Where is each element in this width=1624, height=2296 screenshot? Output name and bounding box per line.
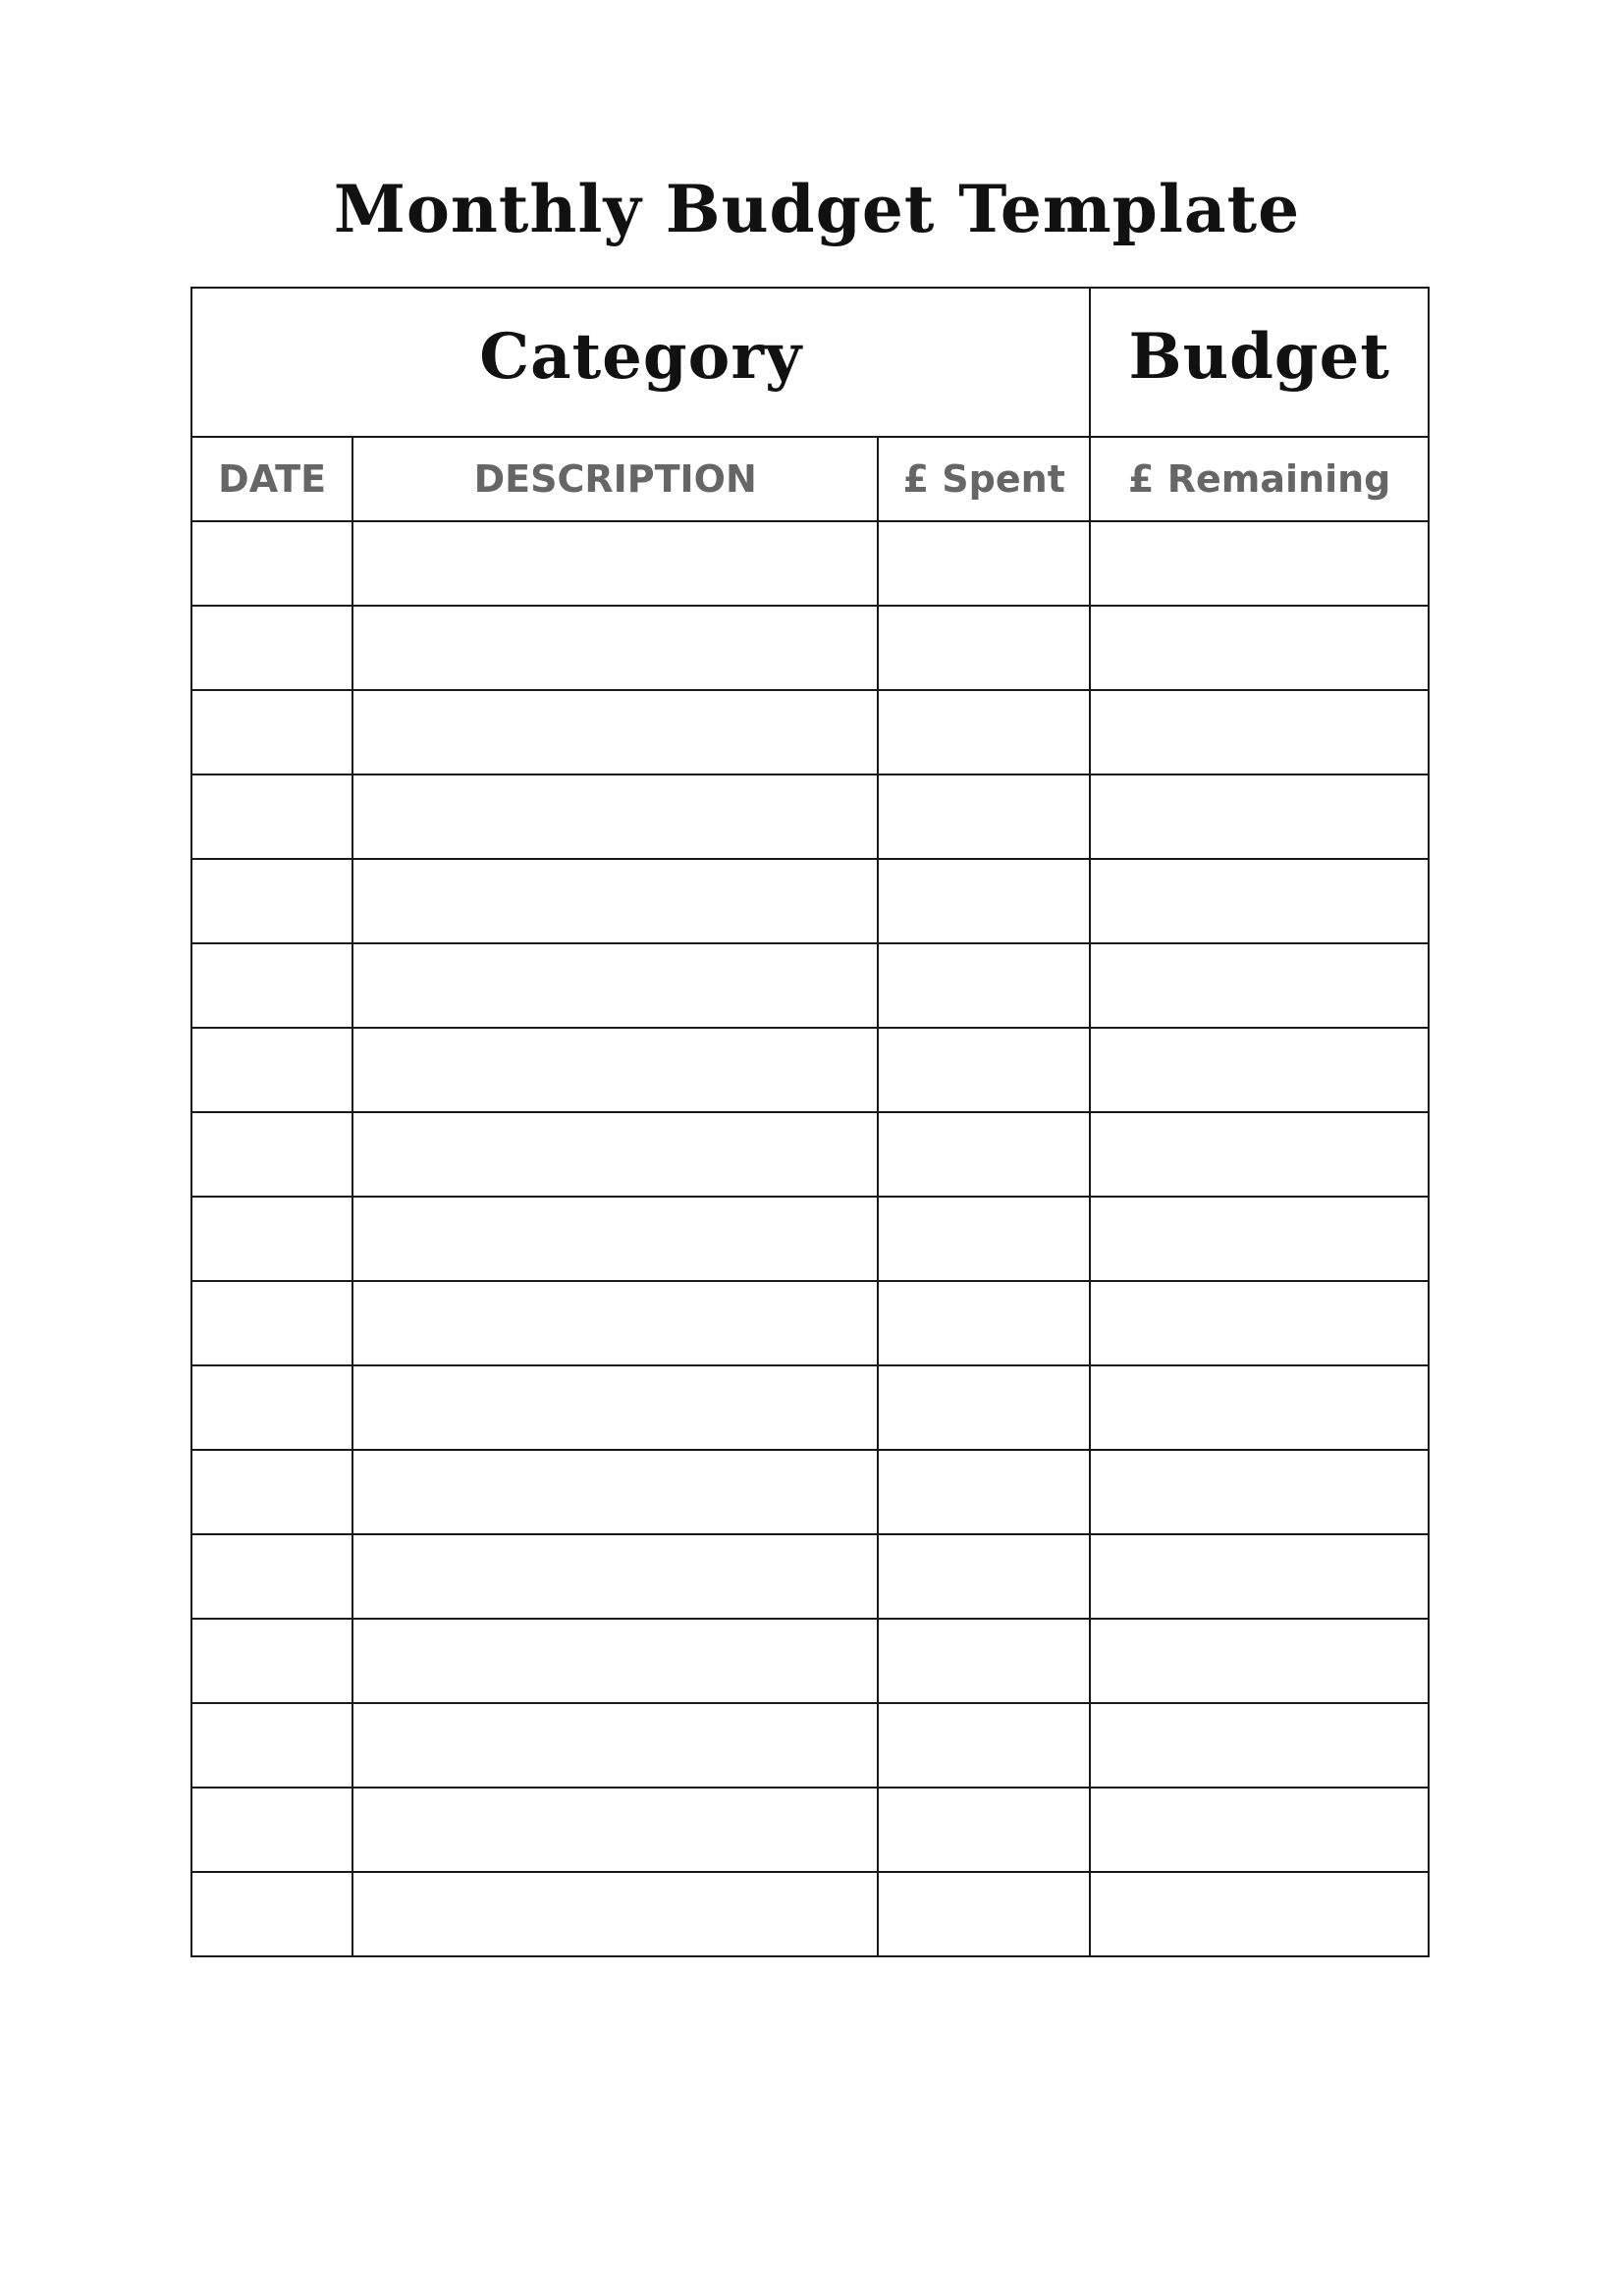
budget-table (190, 287, 1430, 1957)
date-cell[interactable] (191, 1619, 352, 1703)
description-cell[interactable] (352, 1788, 878, 1872)
date-cell[interactable] (191, 1872, 352, 1956)
table-row (191, 606, 1429, 690)
remaining-cell[interactable] (1090, 1112, 1429, 1197)
remaining-cell[interactable] (1090, 1534, 1429, 1619)
remaining-cell[interactable] (1090, 521, 1429, 606)
column-header-remaining: £ Remaining (1090, 437, 1429, 521)
page-title: Monthly Budget Template (333, 171, 1301, 247)
remaining-cell[interactable] (1090, 1281, 1429, 1365)
spent-cell[interactable] (878, 1703, 1090, 1788)
date-cell[interactable] (191, 859, 352, 943)
date-cell[interactable] (191, 1028, 352, 1112)
date-cell[interactable] (191, 606, 352, 690)
spent-cell[interactable] (878, 606, 1090, 690)
budget-header (1090, 288, 1429, 437)
date-cell[interactable] (191, 1365, 352, 1450)
description-cell[interactable] (352, 1534, 878, 1619)
date-cell[interactable] (191, 1112, 352, 1197)
spent-cell[interactable] (878, 943, 1090, 1028)
description-cell[interactable] (352, 943, 878, 1028)
spent-cell[interactable] (878, 690, 1090, 774)
remaining-cell[interactable] (1090, 1872, 1429, 1956)
table-row (191, 1534, 1429, 1619)
table-row (191, 1365, 1429, 1450)
date-cell[interactable] (191, 521, 352, 606)
spent-cell[interactable] (878, 521, 1090, 606)
table-row (191, 1788, 1429, 1872)
column-header-date: DATE (191, 437, 352, 521)
date-cell[interactable] (191, 774, 352, 859)
spent-cell[interactable] (878, 1281, 1090, 1365)
remaining-cell[interactable] (1090, 1197, 1429, 1281)
remaining-cell[interactable] (1090, 943, 1429, 1028)
column-header-row (191, 437, 1429, 521)
spent-cell[interactable] (878, 1197, 1090, 1281)
table-row (191, 1872, 1429, 1956)
column-header-description: DESCRIPTION (352, 437, 878, 521)
date-cell[interactable] (191, 1703, 352, 1788)
description-cell[interactable] (352, 1281, 878, 1365)
description-cell[interactable] (352, 1450, 878, 1534)
spent-cell[interactable] (878, 859, 1090, 943)
remaining-cell[interactable] (1090, 859, 1429, 943)
description-cell[interactable] (352, 521, 878, 606)
category-header (191, 288, 1090, 437)
spent-cell[interactable] (878, 1112, 1090, 1197)
budget-label: Budget (1128, 319, 1390, 394)
date-cell[interactable] (191, 1281, 352, 1365)
description-cell[interactable] (352, 1197, 878, 1281)
remaining-cell[interactable] (1090, 774, 1429, 859)
description-cell[interactable] (352, 859, 878, 943)
remaining-cell[interactable] (1090, 1703, 1429, 1788)
remaining-cell[interactable] (1090, 1619, 1429, 1703)
date-cell[interactable] (191, 943, 352, 1028)
date-cell[interactable] (191, 1534, 352, 1619)
spent-cell[interactable] (878, 1028, 1090, 1112)
remaining-cell[interactable] (1090, 690, 1429, 774)
table-row (191, 1028, 1429, 1112)
table-row (191, 859, 1429, 943)
description-cell[interactable] (352, 1112, 878, 1197)
date-cell[interactable] (191, 1788, 352, 1872)
description-cell[interactable] (352, 1365, 878, 1450)
description-cell[interactable] (352, 1028, 878, 1112)
table-body (191, 521, 1429, 1956)
remaining-cell[interactable] (1090, 1028, 1429, 1112)
table-row (191, 1112, 1429, 1197)
description-cell[interactable] (352, 1619, 878, 1703)
date-cell[interactable] (191, 690, 352, 774)
spent-cell[interactable] (878, 1619, 1090, 1703)
description-cell[interactable] (352, 690, 878, 774)
description-cell[interactable] (352, 1872, 878, 1956)
table-row (191, 1450, 1429, 1534)
table-row (191, 521, 1429, 606)
table-row (191, 690, 1429, 774)
date-cell[interactable] (191, 1197, 352, 1281)
category-header-row (191, 288, 1429, 437)
remaining-cell[interactable] (1090, 1450, 1429, 1534)
table-row (191, 1703, 1429, 1788)
table-row (191, 1197, 1429, 1281)
description-cell[interactable] (352, 774, 878, 859)
description-cell[interactable] (352, 606, 878, 690)
column-header-spent: £ Spent (878, 437, 1090, 521)
spent-cell[interactable] (878, 774, 1090, 859)
spent-cell[interactable] (878, 1534, 1090, 1619)
description-cell[interactable] (352, 1703, 878, 1788)
spent-cell[interactable] (878, 1365, 1090, 1450)
spent-cell[interactable] (878, 1872, 1090, 1956)
category-label: Category (479, 319, 803, 394)
table-row (191, 943, 1429, 1028)
remaining-cell[interactable] (1090, 606, 1429, 690)
spent-cell[interactable] (878, 1450, 1090, 1534)
table-row (191, 774, 1429, 859)
remaining-cell[interactable] (1090, 1365, 1429, 1450)
spent-cell[interactable] (878, 1788, 1090, 1872)
table-row (191, 1281, 1429, 1365)
table-row (191, 1619, 1429, 1703)
date-cell[interactable] (191, 1450, 352, 1534)
remaining-cell[interactable] (1090, 1788, 1429, 1872)
